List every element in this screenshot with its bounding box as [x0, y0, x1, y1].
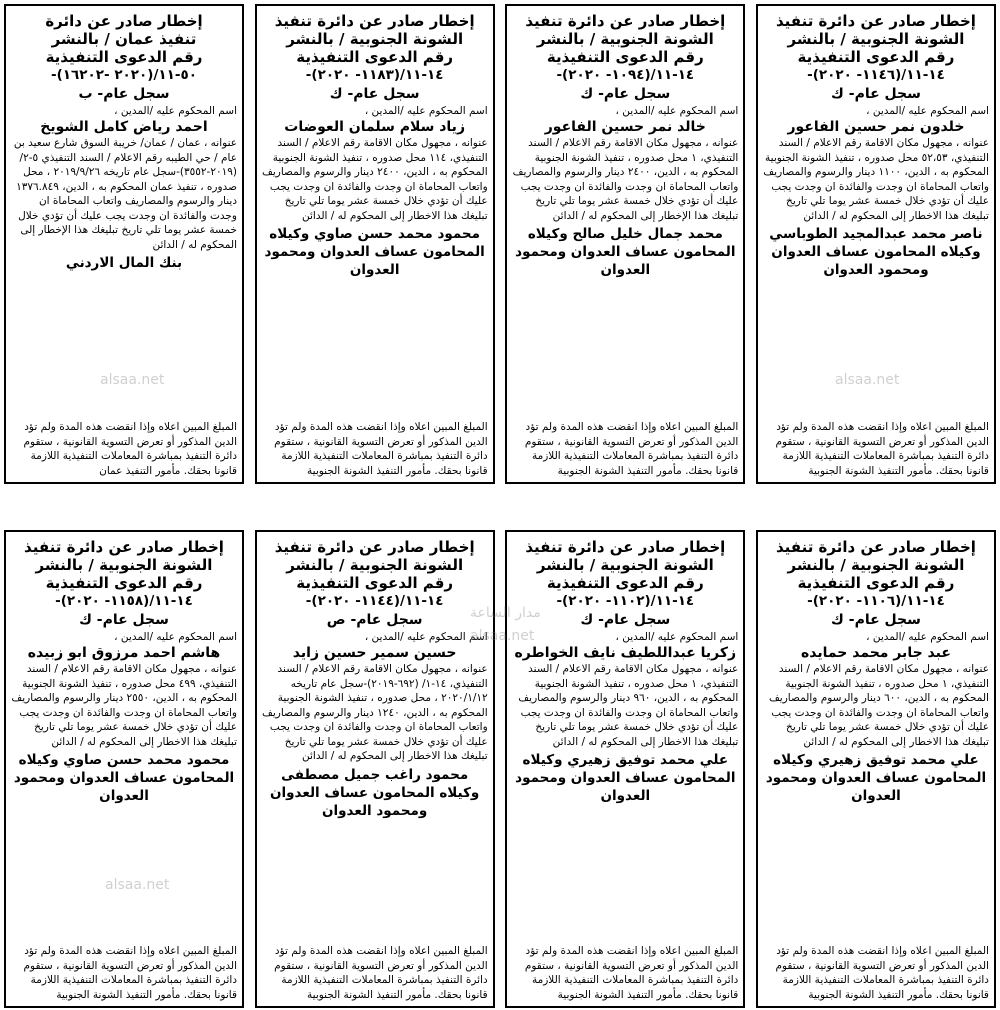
debtor-label: اسم المحكوم عليه /المدين ،: [866, 631, 989, 643]
notice-header-line: إخطار صادر عن دائرة: [45, 12, 203, 30]
creditor-name: ناصر محمد عبدالمجيد الطوباسي وكيلاه المحامون عساف العدوان ومحمود العدوان: [769, 226, 983, 278]
notice-footer: المبلغ المبين اعلاه وإذا انقضت هذه المدة ولم تؤد الدين المذكور أو تعرض التسوية القانونية ، ستقوم دائرة التنفيذ بمباشرة المعاملات التنفيذية اللازمة قانونا بحقك. مأمور التنفيذ الشونة الجنوبية: [775, 945, 989, 1001]
watermark-arabic: مدار الساعة: [470, 605, 541, 621]
creditor-name: علي محمد توفيق زهيري وكيلاه المحامون عساف العدوان ومحمود العدوان: [515, 752, 736, 804]
notice-footer: المبلغ المبين اعلاه وإذا انقضت هذه المدة ولم تؤد الدين المذكور أو تعرض التسوية القانونية ، ستقوم دائرة التنفيذ بمباشرة المعاملات التنفيذية اللازمة قانونا بحقك. مأمور التنفيذ الشونة الجنوبية: [524, 945, 739, 1001]
notice-header-line: تنفيذ عمان / بالنشر: [51, 30, 197, 48]
debtor-name: احمد رياض كامل الشويخ: [40, 119, 208, 135]
notice-header-line: رقم الدعوى التنفيذية: [546, 48, 704, 66]
notice-header-line: إخطار صادر عن دائرة تنفيذ: [525, 538, 726, 556]
case-number: ٥٠-١١/(٢٠٢٠ -١٦٢٠٢)-: [51, 67, 197, 83]
notice-details: عنوانه ، مجهول مكان الاقامة رقم الاعلام / السند التنفيذي، ١ محل صدوره ، تنفيذ الشونة الجنوبية المحكوم به ، الدين، ٢٤٠٠ دينار والرسوم والمصاريف واتعاب المحاماة ان وجدت والفائدة ان وجدت يجب عليك أن تؤدي خلال خمسة عشر يوما تلي تاريخ تبليغك هذا الإخطار إلى المحكوم له / الدائن: [512, 137, 739, 222]
notice-footer: المبلغ المبين اعلاه وإذا انقضت هذه المدة ولم تؤد الدين المذكور أو تعرض التسوية القانونية ، ستقوم دائرة التنفيذ بمباشرة المعاملات التنفيذية اللازمة قانونا بحقك. مأمور التنفيذ الشونة الجنوبية: [274, 945, 488, 1001]
notice-header-line: الشونة الجنوبية / بالنشر: [536, 30, 714, 48]
notice-header-line: إخطار صادر عن دائرة تنفيذ: [776, 12, 976, 30]
notice-header-line: الشونة الجنوبية / بالنشر: [286, 30, 464, 48]
register-label: سجل عام- ك: [329, 86, 420, 102]
notice-header-line: رقم الدعوى التنفيذية: [797, 48, 955, 66]
register-label: سجل عام- ك: [580, 612, 671, 628]
register-label: سجل عام- ب: [78, 86, 170, 102]
debtor-label: اسم المحكوم عليه /المدين ،: [615, 105, 739, 117]
notice-card: [255, 530, 495, 1008]
debtor-label: اسم المحكوم عليه /المدين ،: [114, 631, 237, 643]
notice-details: عنوانه ، مجهول مكان الاقامة رقم الاعلام / السند التنفيذي، ١ محل صدوره ، تنفيذ الشونة الجنوبية المحكوم به ، الدين، ٩٦٠ دينار والرسوم والمصاريف واتعاب المحاماة ان وجدت والفائدة ان وجدت يجب عليك أن تؤدي خلال خمسة عشر يوما تلي تاريخ تبليغك هذا الاخطار إلى المحكوم له / الدائن: [518, 663, 739, 748]
notice-details: عنوانه ، عمان / عمان/ خريبة السوق شارع سعيد بن عام / حي الطيبه رقم الاعلام / السند التنفيذي ٥-٢/ (٢٠١٩-٣٥٥٢)-سجل عام تاريخه ٢٠١٩/٩/٢٦ ، محل صدوره ، تنفيذ عمان المحكوم به ، الدين، ١٣٧٦.٨٤٩ دينار والرسوم والمصاريف واتعاب المحاماة ان وجدت والفائدة ان وجدت يجب عليك أن تؤدي خلال خمسة عشر يوما تلي تاريخ تبليغك هذا الإخطار إلى المحكوم له / الدائن: [13, 137, 237, 251]
watermark: alsaa.net: [835, 372, 900, 388]
notice-header-line: إخطار صادر عن دائرة تنفيذ: [24, 538, 224, 556]
notice-header-line: رقم الدعوى التنفيذية: [296, 574, 454, 592]
notice-header-line: إخطار صادر عن دائرة تنفيذ: [274, 538, 475, 556]
register-label: سجل عام- ك: [831, 86, 921, 102]
notice-footer: المبلغ المبين اعلاه وإذا انقضت هذه المدة ولم تؤد الدين المذكور أو تعرض التسوية القانونية ، ستقوم دائرة التنفيذ بمباشرة المعاملات التنفيذية اللازمة قانونا بحقك. مأمور التنفيذ عمان: [23, 421, 237, 477]
notice-card: [4, 4, 244, 484]
notice-details: عنوانه ، مجهول مكان الاقامة رقم الاعلام / السند التنفيذي، ٥٢،٥٣ محل صدوره ، تنفيذ الشونة الجنوبية المحكوم به ، الدين، ١١٠٠ دينار والرسوم والمصاريف واتعاب المحاماة ان وجدت والفائدة ان وجدت يجب عليك أن تؤدي خلال خمسة عشر يوما تلي تاريخ تبليغك هذا الاخطار إلى المحكوم له / الدائن: [763, 137, 989, 222]
notice-footer: المبلغ المبين اعلاه وإذا انقضت هذه المدة ولم تؤد الدين المذكور أو تعرض التسوية القانونية ، ستقوم دائرة التنفيذ بمباشرة المعاملات التنفيذية اللازمة قانونا بحقك. مأمور التنفيذ الشونة الجنوبية: [274, 421, 488, 477]
register-label: سجل عام- ك: [831, 612, 921, 628]
notice-header-line: إخطار صادر عن دائرة تنفيذ: [274, 12, 475, 30]
notice-header-line: رقم الدعوى التنفيذية: [45, 48, 203, 66]
debtor-name: خالد نمر حسين الفاعور: [544, 119, 706, 135]
notice-header-line: إخطار صادر عن دائرة تنفيذ: [776, 538, 976, 556]
notice-footer: المبلغ المبين اعلاه وإذا انقضت هذه المدة ولم تؤد الدين المذكور أو تعرض التسوية القانونية ، ستقوم دائرة التنفيذ بمباشرة المعاملات التنفيذية اللازمة قانونا بحقك. مأمور التنفيذ الشونة الجنوبية: [524, 421, 739, 477]
register-label: سجل عام- ك: [580, 86, 671, 102]
notice-details: عنوانه ، مجهول مكان الاقامة رقم الاعلام / السند التنفيذي، ٤٩٩ محل صدوره ، تنفيذ الشونة الجنوبية المحكوم به ، الدين، ٢٥٥٠ دينار والرسوم والمصاريف واتعاب المحاماة ان وجدت والفائدة ان وجدت يجب عليك أن تؤدي خلال خمسة عشر يوما تلي تاريخ تبليغك هذا الاخطار إلى المحكوم له / الدائن: [11, 663, 237, 748]
notice-footer: المبلغ المبين اعلاه وإذا انقضت هذه المدة ولم تؤد الدين المذكور أو تعرض التسوية القانونية ، ستقوم دائرة التنفيذ بمباشرة المعاملات التنفيذية اللازمة قانونا بحقك. مأمور التنفيذ الشونة الجنوبية: [23, 945, 237, 1001]
debtor-name: عبد جابر محمد حمايده: [801, 645, 951, 661]
debtor-label: اسم المحكوم عليه /المدين ،: [114, 105, 237, 117]
notice-details: عنوانه ، مجهول مكان الاقامة رقم الاعلام / السند التنفيذي، ١١٤ محل صدوره ، تنفيذ الشونة الجنوبية المحكوم به ، الدين، ٢٤٠٠ دينار والرسوم والمصاريف واتعاب المحاماة ان وجدت والفائدة ان وجدت يجب عليك أن تؤدي خلال خمسة عشر يوما تلي تاريخ تبليغك هذا الاخطار إلى المحكوم له / الدائن: [261, 137, 488, 222]
notice-header-line: رقم الدعوى التنفيذية: [296, 48, 454, 66]
notice-details: عنوانه ، مجهول مكان الاقامة رقم الاعلام / السند التنفيذي، ١ محل صدوره ، تنفيذ الشونة الجنوبية المحكوم به ، الدين، ٦٠٠ دينار والرسوم والمصاريف واتعاب المحاماة ان وجدت والفائدة ان وجدت يجب عليك أن تؤدي خلال خمسة عشر يوما تلي تاريخ تبليغك هذا الاخطار إلى المحكوم له / الدائن: [768, 663, 989, 748]
debtor-label: اسم المحكوم عليه /المدين ،: [615, 631, 739, 643]
notice-header-line: رقم الدعوى التنفيذية: [546, 574, 704, 592]
debtor-label: اسم المحكوم عليه /المدين ،: [866, 105, 989, 117]
creditor-name: علي محمد توفيق زهيري وكيلاه المحامون عساف العدوان ومحمود العدوان: [765, 752, 987, 804]
notice-details: عنوانه ، مجهول مكان الاقامة رقم الاعلام / السند التنفيذي، ١٤-١/ (٦٩٢-٢٠١٩)-سجل عام تاريخه ٢٠٢٠/١/١٢ ، محل صدوره ، تنفيذ الشونة الجنوبية المحكوم به ، الدين، ١٢٤٠ دينار والرسوم والمصاريف واتعاب المحاماة ان وجدت والفائدة ان وجدت يجب عليك أن تؤدي خلال خمسة عشر يوما تلي تاريخ تبليغك هذا الاخطار إلى المحكوم له / الدائن: [261, 663, 488, 762]
debtor-label: اسم المحكوم عليه /المدين ،: [364, 631, 488, 643]
notice-card: [756, 530, 996, 1008]
watermark: alsaa.net: [470, 628, 535, 644]
creditor-name: بنك المال الاردني: [65, 255, 183, 271]
case-number: ١٤-١١/(١١٤٤- ٢٠٢٠)-: [305, 593, 444, 609]
notice-header-line: الشونة الجنوبية / بالنشر: [787, 30, 965, 48]
notice-header-line: الشونة الجنوبية / بالنشر: [286, 556, 464, 574]
case-number: ١٤-١١/(١٠٩٤- ٢٠٢٠)-: [556, 67, 695, 83]
notice-footer: المبلغ المبين اعلاه وإذا انقضت هذه المدة ولم تؤد الدين المذكور أو تعرض التسوية القانونية ، ستقوم دائرة التنفيذ بمباشرة المعاملات التنفيذية اللازمة قانونا بحقك. مأمور التنفيذ الشونة الجنوبية: [775, 421, 989, 477]
debtor-name: زياد سلام سلمان العوضات: [284, 119, 465, 135]
case-number: ١٤-١١/(١١٠٦- ٢٠٢٠)-: [807, 593, 945, 609]
debtor-name: خلدون نمر حسين الفاعور: [787, 119, 965, 135]
notice-header-line: رقم الدعوى التنفيذية: [797, 574, 955, 592]
creditor-name: محمود محمد حسن صاوي وكيلاه المحامون عساف العدوان ومحمود العدوان: [13, 752, 235, 804]
case-number: ١٤-١١/(١١٥٨- ٢٠٢٠)-: [55, 593, 193, 609]
debtor-label: اسم المحكوم عليه /المدين ،: [364, 105, 488, 117]
notice-card: [255, 4, 495, 484]
register-label: سجل عام- ك: [79, 612, 169, 628]
watermark: alsaa.net: [100, 372, 165, 388]
notice-card: [505, 530, 745, 1008]
notice-card: [4, 530, 244, 1008]
creditor-name: محمود محمد حسن صاوي وكيلاه المحامون عساف العدوان ومحمود العدوان: [264, 226, 485, 278]
notice-header-line: الشونة الجنوبية / بالنشر: [536, 556, 714, 574]
creditor-name: محمود راغب جميل مصطفى وكيلاه المحامون عساف العدوان ومحمود العدوان: [269, 766, 480, 819]
notice-card: [756, 4, 996, 484]
notices-row-top: [0, 4, 1000, 484]
notice-header-line: الشونة الجنوبية / بالنشر: [35, 556, 213, 574]
notice-header-line: إخطار صادر عن دائرة تنفيذ: [525, 12, 726, 30]
debtor-name: هاشم احمد مرزوق ابو زبيده: [27, 645, 221, 661]
case-number: ١٤-١١/(١١٠٢- ٢٠٢٠)-: [556, 593, 695, 609]
notice-header-line: رقم الدعوى التنفيذية: [45, 574, 203, 592]
notices-row-bottom: [0, 530, 1000, 1008]
case-number: ١٤-١١/(١١٨٣- ٢٠٢٠)-: [305, 67, 444, 83]
creditor-name: محمد جمال خليل صالح وكيلاه المحامون عساف العدوان ومحمود العدوان: [515, 226, 736, 278]
case-number: ١٤-١١/(١١٤٦- ٢٠٢٠)-: [807, 67, 945, 83]
debtor-name: زكريا عبداللطيف نايف الخواطره: [514, 645, 737, 661]
notice-header-line: الشونة الجنوبية / بالنشر: [787, 556, 965, 574]
debtor-name: حسين سمير حسين زايد: [292, 645, 457, 661]
register-label: سجل عام- ص: [326, 612, 423, 628]
notice-card: [505, 4, 745, 484]
watermark: alsaa.net: [105, 877, 170, 893]
